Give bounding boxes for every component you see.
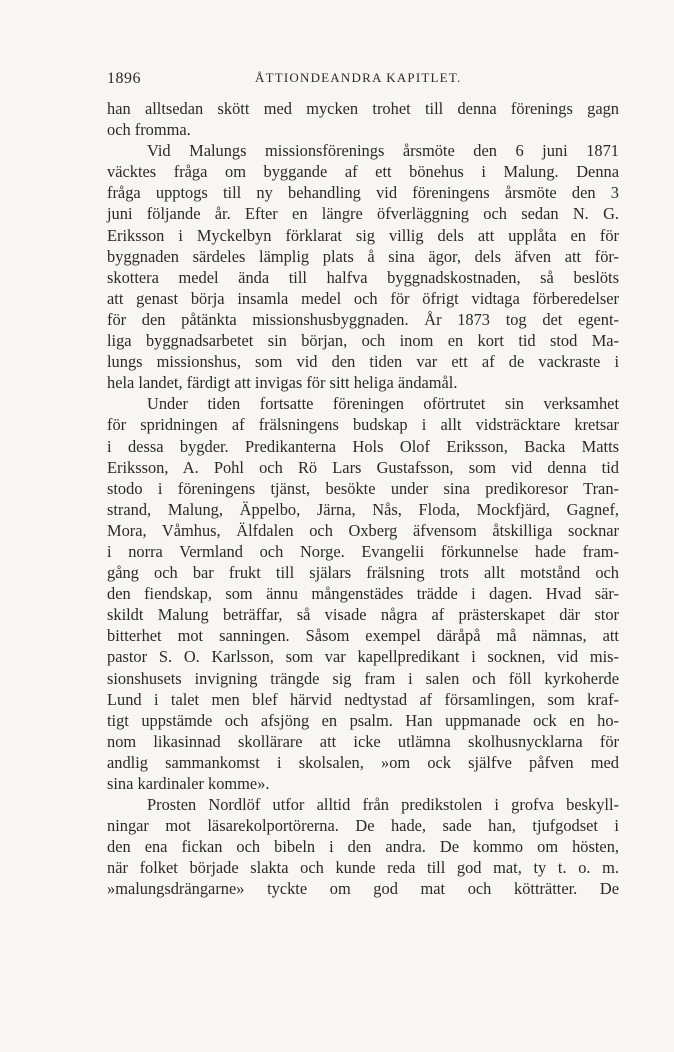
text-line: fråga upptogs till ny behandling vid föreningens årsmöte den 3 [107, 183, 619, 203]
text-line: stodo i föreningens tjänst, besökte under sina predikoresor Tran- [107, 478, 619, 498]
text-line: juni följande år. Efter en längre öfverläggning och sedan N. G. [107, 204, 619, 224]
text-line: liga byggnadsarbetet sin början, och inom en kort tid stod Ma- [107, 331, 619, 351]
text-line: Under tiden fortsatte föreningen oförtrutet sin verksamhet [147, 394, 619, 414]
text-line: hela landet, färdigt att invigas för sitt heliga ändamål. [107, 373, 458, 393]
text-line: gång och bar frukt till själars frälsning trots allt motstånd och [107, 563, 619, 583]
text-line: att genast börja insamla medel och för öfrigt vidtaga förberedelser [107, 288, 619, 308]
running-title: ÅTTIONDEANDRA KAPITLET. [255, 70, 462, 85]
body-text [107, 98, 619, 900]
text-line: Lund i talet men blef härvid nedtystad af församlingen, som kraf- [107, 689, 619, 709]
text-line: skottera medel ända till halfva byggnadskostnaden, så beslöts [107, 267, 619, 287]
text-line: bitterhet mot sanningen. Såsom exempel däråpå må nämnas, att [107, 626, 619, 646]
text-line: byggnaden särdeles lämplig plats å sina ägor, dels äfven att för- [107, 246, 619, 266]
text-line: för den påtänkta missionshusbyggnaden. År 1873 tog det egent- [107, 309, 619, 329]
text-line: strand, Malung, Äppelbo, Järna, Nås, Floda, Mockfjärd, Gagnef, [107, 499, 619, 519]
text-line: han alltsedan skött med mycken trohet till denna förenings gagn [107, 99, 619, 118]
text-line: Eriksson, A. Pohl och Rö Lars Gustafsson, som vid denna tid [107, 457, 619, 477]
text-line: i norra Vermland och Norge. Evangelii förkunnelse hade fram- [107, 541, 619, 561]
text-line: i dessa bygder. Predikanterna Hols Olof Eriksson, Backa Matts [107, 436, 619, 456]
text-line: och fromma. [107, 120, 191, 140]
text-line: väcktes fråga om byggande af ett bönehus i Malung. Denna [107, 162, 619, 182]
text-line: lungs missionshus, som vid den tiden var ett af de vackraste i [107, 352, 619, 372]
page-number: 1896 [107, 70, 141, 87]
page-header [107, 70, 617, 92]
text-line: sionshusets invigning trängde sig fram i salen och föll kyrkoherde [107, 668, 619, 688]
text-line: Eriksson i Myckelbyn förklarat sig villig dels att upplåta en för [107, 225, 619, 245]
text-line: när folket började slakta och kunde reda till god mat, ty t. o. m. [107, 858, 619, 878]
text-line: Vid Malungs missionsförenings årsmöte den 6 juni 1871 [147, 141, 619, 161]
text-line: pastor S. O. Karlsson, som var kapellpredikant i socknen, vid mis- [107, 647, 619, 667]
text-line: Mora, Våmhus, Älfdalen och Oxberg äfvensom åtskilliga socknar [107, 520, 619, 540]
text-line: tigt uppstämde och afsjöng en psalm. Han uppmanade ock en ho- [107, 710, 619, 730]
text-line: »malungsdrängarne» tyckte om god mat och kötträtter. De [107, 879, 619, 899]
text-line: nom likasinnad skollärare att icke utlämna skolhusnycklarna för [107, 731, 619, 751]
text-line: ningar mot läsarekolportörerna. De hade, sade han, tjufgodset i [107, 816, 619, 836]
text-line: andlig sammankomst i skolsalen, »om ock själfve påfven med [107, 752, 619, 772]
text-line: den fiendskap, som ännu mångenstädes trädde i dagen. Hvad sär- [107, 584, 619, 604]
text-line: för spridningen af frälsningens budskap i allt vidsträcktare kretsar [107, 415, 619, 435]
text-line: den ena fickan och bibeln i den andra. De kommo om hösten, [107, 837, 619, 857]
text-line: skildt Malung beträffar, så visade några af prästerskapet där stor [107, 605, 619, 625]
text-line: Prosten Nordlöf utfor alltid från predikstolen i grofva beskyll- [147, 795, 619, 815]
text-line: sina kardinaler komme». [107, 774, 270, 793]
